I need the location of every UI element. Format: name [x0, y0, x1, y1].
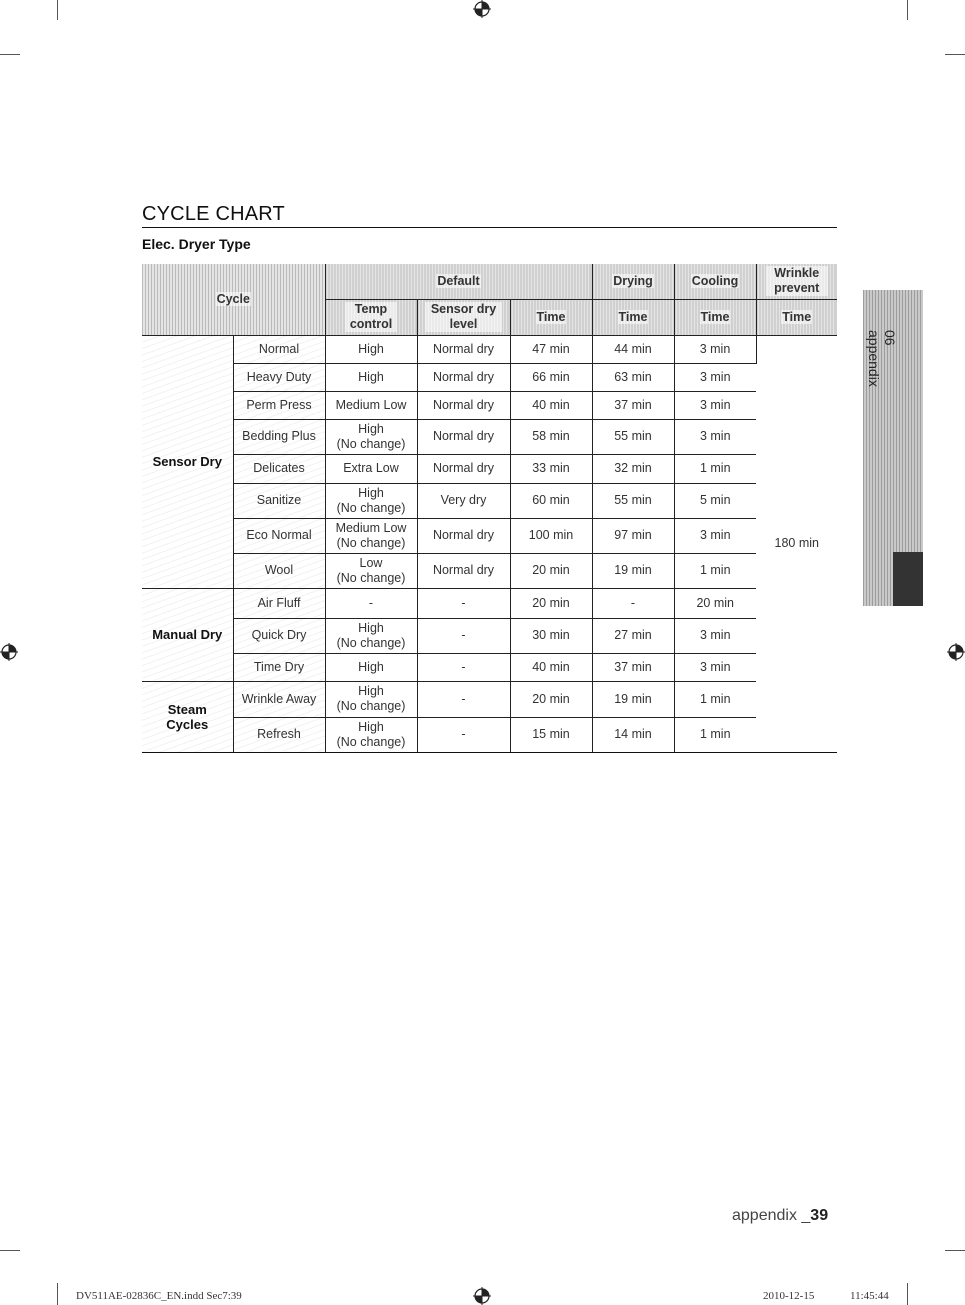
temp-control: High	[325, 335, 417, 363]
drying-time: 55 min	[592, 419, 674, 454]
header-drying-time: Time	[592, 299, 674, 335]
drying-time: 97 min	[592, 518, 674, 553]
header-sensor-dry-level: Sensor dry level	[417, 299, 510, 335]
registration-mark-icon	[473, 0, 491, 18]
header-cooling: Cooling	[674, 264, 756, 299]
wrinkle-prevent-time: 180 min	[774, 536, 819, 551]
cycle-name: Refresh	[233, 717, 325, 752]
crop-mark	[57, 0, 58, 20]
page-number: 39	[810, 1207, 829, 1224]
crop-mark	[907, 0, 908, 20]
table-row	[142, 681, 837, 717]
table-row	[142, 618, 837, 653]
slug-time: 11:45:44	[850, 1290, 889, 1302]
temp-control: Extra Low	[325, 454, 417, 483]
header-drying: Drying	[592, 264, 674, 299]
cycle-name: Normal	[233, 335, 325, 363]
cooling-time: 20 min	[674, 588, 756, 618]
table-row	[142, 518, 837, 553]
default-time: 66 min	[510, 363, 592, 391]
header-cooling-time: Time	[674, 299, 756, 335]
cooling-time: 3 min	[674, 335, 756, 363]
default-time: 20 min	[510, 681, 592, 717]
cooling-time: 5 min	[674, 483, 756, 518]
sensor-dry-level: Normal dry	[417, 363, 510, 391]
slug-file: DV511AE-02836C_EN.indd Sec7:39	[76, 1290, 242, 1302]
sensor-dry-level: Normal dry	[417, 553, 510, 588]
table-subtitle: Elec. Dryer Type	[142, 236, 251, 252]
table-row	[142, 454, 837, 483]
page-title: CYCLE CHART	[142, 203, 285, 225]
drying-time: 37 min	[592, 653, 674, 681]
sensor-dry-level: -	[417, 681, 510, 717]
drying-time: 27 min	[592, 618, 674, 653]
temp-control: Medium Low	[325, 391, 417, 419]
table-row	[142, 553, 837, 588]
cooling-time: 3 min	[674, 419, 756, 454]
temp-control: High	[325, 363, 417, 391]
table-row	[142, 363, 837, 391]
cycle-name: Wool	[233, 553, 325, 588]
drying-time: 63 min	[592, 363, 674, 391]
cycle-name: Time Dry	[233, 653, 325, 681]
group-steam-cycles: Steam Cycles	[142, 681, 233, 752]
temp-control: High (No change)	[325, 419, 417, 454]
drying-time: 55 min	[592, 483, 674, 518]
drying-time: 19 min	[592, 681, 674, 717]
cooling-time: 1 min	[674, 681, 756, 717]
drying-time: 14 min	[592, 717, 674, 752]
temp-control: High (No change)	[325, 717, 417, 752]
table-row	[142, 483, 837, 518]
registration-mark-icon	[0, 643, 18, 661]
sensor-dry-level: Normal dry	[417, 391, 510, 419]
sensor-dry-level: Very dry	[417, 483, 510, 518]
cycle-name: Sanitize	[233, 483, 325, 518]
temp-control: High (No change)	[325, 483, 417, 518]
group-sensor-dry: Sensor Dry	[142, 335, 233, 588]
drying-time: -	[592, 588, 674, 618]
cycle-name: Wrinkle Away	[233, 681, 325, 717]
cycle-name: Bedding Plus	[233, 419, 325, 454]
drying-time: 19 min	[592, 553, 674, 588]
crop-mark	[0, 1250, 20, 1251]
default-time: 20 min	[510, 553, 592, 588]
sensor-dry-level: Normal dry	[417, 454, 510, 483]
default-time: 20 min	[510, 588, 592, 618]
crop-mark	[0, 54, 20, 55]
crop-mark	[945, 54, 965, 55]
sensor-dry-level: Normal dry	[417, 419, 510, 454]
cooling-time: 3 min	[674, 653, 756, 681]
sensor-dry-level: -	[417, 653, 510, 681]
default-time: 40 min	[510, 653, 592, 681]
default-time: 60 min	[510, 483, 592, 518]
page-footer	[732, 1207, 828, 1225]
header-default-time: Time	[510, 299, 592, 335]
crop-mark	[57, 1283, 58, 1305]
header-temp-control: Temp control	[325, 299, 417, 335]
cooling-time: 1 min	[699, 727, 731, 742]
table-row	[142, 391, 837, 419]
group-manual-dry: Manual Dry	[142, 588, 233, 681]
table-row	[142, 419, 837, 454]
temp-control: High	[325, 653, 417, 681]
default-time: 15 min	[510, 717, 592, 752]
cycle-chart-table	[142, 264, 837, 752]
sensor-dry-level: Normal dry	[417, 518, 510, 553]
crop-mark	[907, 1283, 908, 1305]
cooling-time: 3 min	[674, 518, 756, 553]
default-time: 47 min	[510, 335, 592, 363]
cycle-name: Quick Dry	[233, 618, 325, 653]
table-row	[142, 588, 837, 618]
default-time: 100 min	[510, 518, 592, 553]
temp-control: Low (No change)	[325, 553, 417, 588]
temp-control: Medium Low (No change)	[325, 518, 417, 553]
registration-mark-icon	[473, 1287, 491, 1305]
table-row	[142, 335, 837, 363]
cooling-time: 3 min	[674, 363, 756, 391]
header-default: Default	[325, 264, 592, 299]
cycle-name: Eco Normal	[233, 518, 325, 553]
crop-mark	[945, 1250, 965, 1251]
default-time: 58 min	[510, 419, 592, 454]
cooling-time: 3 min	[674, 618, 756, 653]
temp-control: -	[325, 588, 417, 618]
sensor-dry-level: -	[417, 618, 510, 653]
cycle-name: Delicates	[233, 454, 325, 483]
header-wrinkle-prevent: Wrinkle prevent	[756, 264, 837, 299]
default-time: 30 min	[510, 618, 592, 653]
temp-control: High (No change)	[325, 681, 417, 717]
sensor-dry-level: -	[417, 588, 510, 618]
drying-time: 44 min	[592, 335, 674, 363]
sensor-dry-level: Normal dry	[417, 335, 510, 363]
footer-section: appendix _	[732, 1207, 811, 1224]
temp-control: High (No change)	[325, 618, 417, 653]
side-tab-label: 06 appendix	[866, 330, 898, 387]
table-bottom-rule	[142, 752, 837, 753]
header-wrinkle-time: Time	[756, 299, 837, 335]
default-time: 33 min	[510, 454, 592, 483]
cooling-time: 1 min	[674, 553, 756, 588]
header-cycle: Cycle	[142, 264, 325, 335]
title-rule	[142, 227, 837, 228]
cycle-name: Perm Press	[233, 391, 325, 419]
default-time: 40 min	[510, 391, 592, 419]
sensor-dry-level: -	[417, 717, 510, 752]
cycle-name: Air Fluff	[233, 588, 325, 618]
table-row	[142, 717, 837, 752]
drying-time: 32 min	[592, 454, 674, 483]
registration-mark-icon	[947, 643, 965, 661]
cooling-time: 3 min	[674, 391, 756, 419]
side-tab-marker	[893, 552, 923, 606]
drying-time: 37 min	[592, 391, 674, 419]
cooling-time: 1 min	[674, 454, 756, 483]
slug-date: 2010-12-15	[763, 1290, 815, 1302]
cycle-name: Heavy Duty	[233, 363, 325, 391]
table-row	[142, 653, 837, 681]
